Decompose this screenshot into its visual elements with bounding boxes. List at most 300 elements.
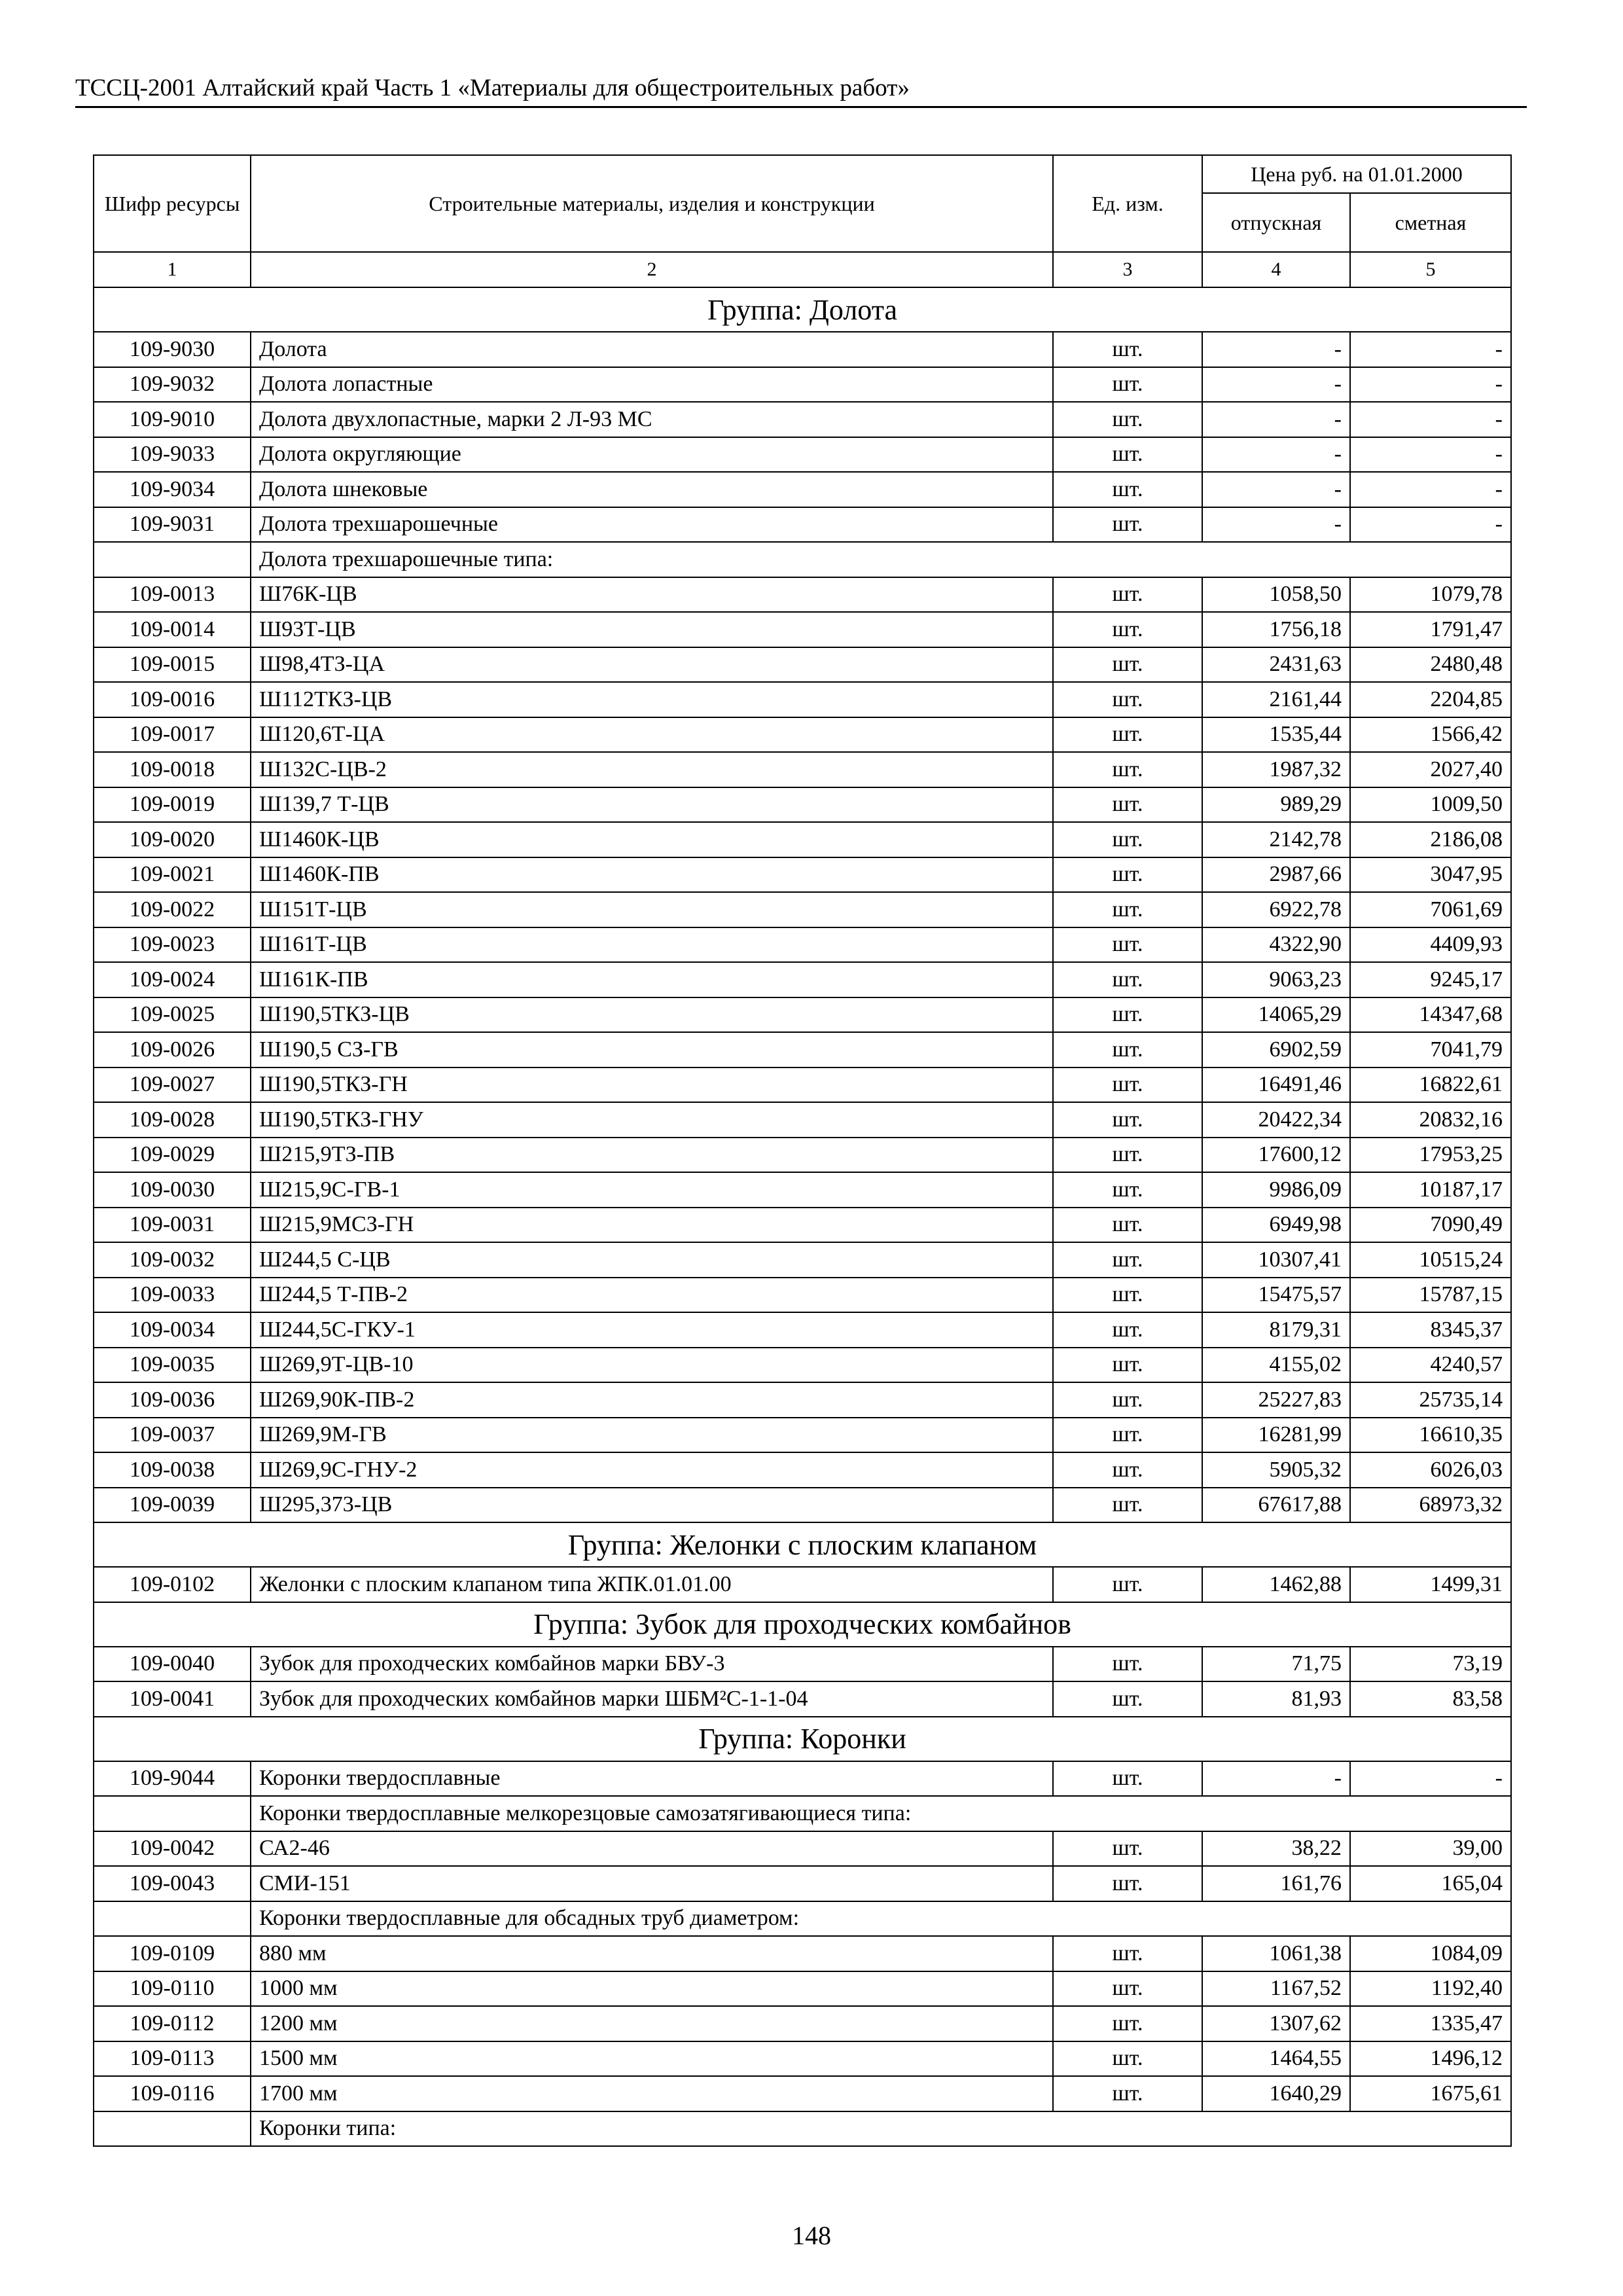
material-name-cell: 1000 мм — [251, 1971, 1053, 2007]
material-name-cell: Ш132С-ЦВ-2 — [251, 752, 1053, 787]
release-price-cell: 67617,88 — [1202, 1488, 1350, 1523]
subheading-text: Долота трехшарошечные типа: — [251, 542, 1511, 577]
table-row — [94, 1242, 1511, 1278]
unit-cell: шт. — [1053, 787, 1202, 823]
resource-code-cell: 109-0040 — [94, 1647, 251, 1682]
release-price-cell: 8179,31 — [1202, 1312, 1350, 1348]
resource-code-cell: 109-0112 — [94, 2006, 251, 2041]
resource-code-cell: 109-0025 — [94, 997, 251, 1033]
resource-code-cell: 109-0034 — [94, 1312, 251, 1348]
estimate-price-cell: 17953,25 — [1350, 1138, 1511, 1173]
resource-code-cell: 109-0015 — [94, 647, 251, 683]
header-release-price: отпускная — [1202, 193, 1350, 252]
table-row — [94, 1567, 1511, 1602]
material-name-cell: Ш120,6Т-ЦА — [251, 717, 1053, 753]
estimate-price-cell: - — [1350, 437, 1511, 473]
resource-code-cell: 109-0019 — [94, 787, 251, 823]
unit-cell: шт. — [1053, 962, 1202, 997]
release-price-cell: 15475,57 — [1202, 1278, 1350, 1313]
subheading-text: Коронки твердосплавные мелкорезцовые самозатягивающиеся типа: — [251, 1796, 1511, 1831]
table-row — [94, 647, 1511, 683]
release-price-cell: 1462,88 — [1202, 1567, 1350, 1602]
subheading-row — [94, 1796, 1511, 1831]
table-row — [94, 1138, 1511, 1173]
release-price-cell: 1640,29 — [1202, 2076, 1350, 2111]
material-name-cell: Ш1460К-ПВ — [251, 857, 1053, 893]
resource-code-cell: 109-0032 — [94, 1242, 251, 1278]
table-row — [94, 682, 1511, 717]
resource-code-cell: 109-0022 — [94, 892, 251, 927]
estimate-price-cell: 8345,37 — [1350, 1312, 1511, 1348]
table-row — [94, 1971, 1511, 2007]
resource-code-cell: 109-9031 — [94, 507, 251, 543]
unit-cell: шт. — [1053, 1866, 1202, 1901]
material-name-cell: Долота — [251, 332, 1053, 367]
table-row — [94, 367, 1511, 403]
table-row — [94, 717, 1511, 753]
table-row — [94, 1348, 1511, 1383]
release-price-cell: 161,76 — [1202, 1866, 1350, 1901]
material-name-cell: Ш244,5 С-ЦВ — [251, 1242, 1053, 1278]
material-name-cell: Долота лопастные — [251, 367, 1053, 403]
material-name-cell: Ш76К-ЦВ — [251, 577, 1053, 613]
unit-cell: шт. — [1053, 1936, 1202, 1971]
material-name-cell: Ш161К-ПВ — [251, 962, 1053, 997]
unit-cell: шт. — [1053, 1647, 1202, 1682]
material-name-cell: Ш295,373-ЦВ — [251, 1488, 1053, 1523]
unit-cell: шт. — [1053, 1242, 1202, 1278]
material-name-cell: Долота округляющие — [251, 437, 1053, 473]
estimate-price-cell: 73,19 — [1350, 1647, 1511, 1682]
estimate-price-cell: 1009,50 — [1350, 787, 1511, 823]
unit-cell: шт. — [1053, 822, 1202, 857]
resource-code-cell: 109-0102 — [94, 1567, 251, 1602]
estimate-price-cell: - — [1350, 367, 1511, 403]
resource-code-cell: 109-9033 — [94, 437, 251, 473]
resource-code-cell: 109-0023 — [94, 927, 251, 963]
estimate-price-cell: 25735,14 — [1350, 1382, 1511, 1418]
resource-code-cell: 109-0037 — [94, 1418, 251, 1453]
release-price-cell: 4322,90 — [1202, 927, 1350, 963]
table-row — [94, 752, 1511, 787]
release-price-cell: 1464,55 — [1202, 2041, 1350, 2077]
resource-code-cell: 109-0038 — [94, 1452, 251, 1488]
column-number: 5 — [1350, 252, 1511, 287]
unit-cell: шт. — [1053, 1831, 1202, 1867]
release-price-cell: 81,93 — [1202, 1681, 1350, 1717]
material-name-cell: Ш139,7 Т-ЦВ — [251, 787, 1053, 823]
resource-code-cell: 109-0014 — [94, 612, 251, 647]
material-name-cell: Ш190,5 СЗ-ГВ — [251, 1032, 1053, 1067]
release-price-cell: - — [1202, 507, 1350, 543]
estimate-price-cell: 9245,17 — [1350, 962, 1511, 997]
unit-cell: шт. — [1053, 1418, 1202, 1453]
empty-code-cell — [94, 542, 251, 577]
material-name-cell: Зубок для проходческих комбайнов марки ШБМ²С-1-1-04 — [251, 1681, 1053, 1717]
page-number: 148 — [792, 2221, 831, 2250]
group-title: Группа: Зубок для проходческих комбайнов — [94, 1602, 1511, 1647]
estimate-price-cell: 3047,95 — [1350, 857, 1511, 893]
material-name-cell: Ш190,5ТКЗ-ЦВ — [251, 997, 1053, 1033]
document-title: ТССЦ-2001 Алтайский край Часть 1 «Материалы для общестроительных работ» — [75, 75, 910, 101]
estimate-price-cell: - — [1350, 402, 1511, 437]
table-row — [94, 507, 1511, 543]
release-price-cell: 38,22 — [1202, 1831, 1350, 1867]
estimate-price-cell: 16610,35 — [1350, 1418, 1511, 1453]
estimate-price-cell: 20832,16 — [1350, 1102, 1511, 1138]
material-name-cell: Зубок для проходческих комбайнов марки БВУ-3 — [251, 1647, 1053, 1682]
estimate-price-cell: - — [1350, 1761, 1511, 1797]
resource-code-cell: 109-0043 — [94, 1866, 251, 1901]
table-row — [94, 822, 1511, 857]
resource-code-cell: 109-9034 — [94, 472, 251, 507]
release-price-cell: 4155,02 — [1202, 1348, 1350, 1383]
material-name-cell: Ш151Т-ЦВ — [251, 892, 1053, 927]
material-name-cell: Ш1460К-ЦВ — [251, 822, 1053, 857]
material-name-cell: Коронки твердосплавные — [251, 1761, 1053, 1797]
table-row — [94, 1172, 1511, 1208]
material-name-cell: Желонки с плоским клапаном типа ЖПК.01.01.00 — [251, 1567, 1053, 1602]
estimate-price-cell: 10187,17 — [1350, 1172, 1511, 1208]
material-name-cell: Ш161Т-ЦВ — [251, 927, 1053, 963]
unit-cell: шт. — [1053, 577, 1202, 613]
unit-cell: шт. — [1053, 1032, 1202, 1067]
estimate-price-cell: 39,00 — [1350, 1831, 1511, 1867]
release-price-cell: 16281,99 — [1202, 1418, 1350, 1453]
release-price-cell: - — [1202, 402, 1350, 437]
release-price-cell: 17600,12 — [1202, 1138, 1350, 1173]
estimate-price-cell: 83,58 — [1350, 1681, 1511, 1717]
unit-cell: шт. — [1053, 1102, 1202, 1138]
material-name-cell: Ш244,5С-ГКУ-1 — [251, 1312, 1053, 1348]
release-price-cell: 9063,23 — [1202, 962, 1350, 997]
resource-code-cell: 109-0021 — [94, 857, 251, 893]
unit-cell: шт. — [1053, 1348, 1202, 1383]
estimate-price-cell: 2186,08 — [1350, 822, 1511, 857]
resource-code-cell: 109-0035 — [94, 1348, 251, 1383]
resource-code-cell: 109-0033 — [94, 1278, 251, 1313]
table-row — [94, 892, 1511, 927]
release-price-cell: - — [1202, 367, 1350, 403]
material-name-cell: 880 мм — [251, 1936, 1053, 1971]
resource-code-cell: 109-0028 — [94, 1102, 251, 1138]
material-name-cell: Ш269,90К-ПВ-2 — [251, 1382, 1053, 1418]
release-price-cell: 20422,34 — [1202, 1102, 1350, 1138]
estimate-price-cell: 7090,49 — [1350, 1208, 1511, 1243]
unit-cell: шт. — [1053, 437, 1202, 473]
material-name-cell: Ш269,9М-ГВ — [251, 1418, 1053, 1453]
resource-code-cell: 109-9044 — [94, 1761, 251, 1797]
table-row — [94, 577, 1511, 613]
empty-code-cell — [94, 1796, 251, 1831]
estimate-price-cell: 2480,48 — [1350, 647, 1511, 683]
release-price-cell: 1058,50 — [1202, 577, 1350, 613]
table-row — [94, 1866, 1511, 1901]
subheading-row — [94, 542, 1511, 577]
resource-code-cell: 109-0041 — [94, 1681, 251, 1717]
resource-code-cell: 109-0024 — [94, 962, 251, 997]
estimate-price-cell: 68973,32 — [1350, 1488, 1511, 1523]
group-header-row — [94, 1602, 1511, 1647]
table-row — [94, 437, 1511, 473]
material-name-cell: СА2-46 — [251, 1831, 1053, 1867]
table-row — [94, 787, 1511, 823]
resource-code-cell: 109-0113 — [94, 2041, 251, 2077]
resource-code-cell: 109-0031 — [94, 1208, 251, 1243]
unit-cell: шт. — [1053, 1312, 1202, 1348]
material-name-cell: Ш112ТКЗ-ЦВ — [251, 682, 1053, 717]
release-price-cell: 9986,09 — [1202, 1172, 1350, 1208]
estimate-price-cell: 2204,85 — [1350, 682, 1511, 717]
unit-cell: шт. — [1053, 717, 1202, 753]
unit-cell: шт. — [1053, 1382, 1202, 1418]
header-price: Цена руб. на 01.01.2000 — [1202, 155, 1511, 193]
release-price-cell: - — [1202, 1761, 1350, 1797]
table-row — [94, 1208, 1511, 1243]
unit-cell: шт. — [1053, 1172, 1202, 1208]
release-price-cell: 1167,52 — [1202, 1971, 1350, 2007]
resource-code-cell: 109-0109 — [94, 1936, 251, 1971]
release-price-cell: 16491,46 — [1202, 1067, 1350, 1103]
estimate-price-cell: 14347,68 — [1350, 997, 1511, 1033]
table-row — [94, 1488, 1511, 1523]
material-name-cell: Ш244,5 Т-ПВ-2 — [251, 1278, 1053, 1313]
unit-cell: шт. — [1053, 857, 1202, 893]
material-name-cell: Долота двухлопастные, марки 2 Л-93 МС — [251, 402, 1053, 437]
resource-code-cell: 109-9032 — [94, 367, 251, 403]
column-number: 1 — [94, 252, 251, 287]
release-price-cell: 2142,78 — [1202, 822, 1350, 857]
material-name-cell: Ш190,5ТКЗ-ГНУ — [251, 1102, 1053, 1138]
subheading-row — [94, 1901, 1511, 1937]
unit-cell: шт. — [1053, 1488, 1202, 1523]
unit-cell: шт. — [1053, 507, 1202, 543]
release-price-cell: - — [1202, 472, 1350, 507]
unit-cell: шт. — [1053, 752, 1202, 787]
material-name-cell: Долота шнековые — [251, 472, 1053, 507]
resource-code-cell: 109-0029 — [94, 1138, 251, 1173]
unit-cell: шт. — [1053, 1208, 1202, 1243]
material-name-cell: Ш215,9С-ГВ-1 — [251, 1172, 1053, 1208]
material-name-cell: Ш215,9МСЗ-ГН — [251, 1208, 1053, 1243]
estimate-price-cell: 2027,40 — [1350, 752, 1511, 787]
material-name-cell: Ш269,9С-ГНУ-2 — [251, 1452, 1053, 1488]
table-row — [94, 1831, 1511, 1867]
table-row — [94, 1936, 1511, 1971]
table-row — [94, 962, 1511, 997]
release-price-cell: 989,29 — [1202, 787, 1350, 823]
estimate-price-cell: 4409,93 — [1350, 927, 1511, 963]
release-price-cell: 6922,78 — [1202, 892, 1350, 927]
table-row — [94, 1382, 1511, 1418]
estimate-price-cell: 7061,69 — [1350, 892, 1511, 927]
material-name-cell: 1200 мм — [251, 2006, 1053, 2041]
resource-code-cell: 109-0030 — [94, 1172, 251, 1208]
table-row — [94, 1761, 1511, 1797]
column-number: 2 — [251, 252, 1053, 287]
header-unit: Ед. изм. — [1053, 155, 1202, 252]
table-row — [94, 472, 1511, 507]
material-name-cell: Ш93Т-ЦВ — [251, 612, 1053, 647]
unit-cell: шт. — [1053, 2006, 1202, 2041]
material-name-cell: Ш190,5ТКЗ-ГН — [251, 1067, 1053, 1103]
resource-code-cell: 109-0116 — [94, 2076, 251, 2111]
estimate-price-cell: 1192,40 — [1350, 1971, 1511, 2007]
table-row — [94, 1278, 1511, 1313]
table-row — [94, 997, 1511, 1033]
material-name-cell: Ш98,4ТЗ-ЦА — [251, 647, 1053, 683]
resource-code-cell: 109-9010 — [94, 402, 251, 437]
resource-code-cell: 109-0036 — [94, 1382, 251, 1418]
unit-cell: шт. — [1053, 997, 1202, 1033]
release-price-cell: 1307,62 — [1202, 2006, 1350, 2041]
resource-code-cell: 109-0013 — [94, 577, 251, 613]
resource-code-cell: 109-0018 — [94, 752, 251, 787]
resource-code-cell: 109-0042 — [94, 1831, 251, 1867]
release-price-cell: 14065,29 — [1202, 997, 1350, 1033]
unit-cell: шт. — [1053, 647, 1202, 683]
release-price-cell: 1756,18 — [1202, 612, 1350, 647]
table-row — [94, 612, 1511, 647]
table-row — [94, 332, 1511, 367]
unit-cell: шт. — [1053, 472, 1202, 507]
unit-cell: шт. — [1053, 2076, 1202, 2111]
resource-code-cell: 109-9030 — [94, 332, 251, 367]
estimate-price-cell: - — [1350, 332, 1511, 367]
material-name-cell: СМИ-151 — [251, 1866, 1053, 1901]
group-header-row — [94, 287, 1511, 332]
empty-code-cell — [94, 2111, 251, 2147]
unit-cell: шт. — [1053, 1567, 1202, 1602]
unit-cell: шт. — [1053, 682, 1202, 717]
resource-code-cell: 109-0016 — [94, 682, 251, 717]
release-price-cell: 2431,63 — [1202, 647, 1350, 683]
header-estimate-price: сметная — [1350, 193, 1511, 252]
table-row — [94, 1312, 1511, 1348]
group-header-row — [94, 1717, 1511, 1761]
table-row — [94, 1681, 1511, 1717]
table-row — [94, 2076, 1511, 2111]
table-row — [94, 857, 1511, 893]
estimate-price-cell: 1675,61 — [1350, 2076, 1511, 2111]
table-row — [94, 402, 1511, 437]
release-price-cell: 6949,98 — [1202, 1208, 1350, 1243]
table-row — [94, 927, 1511, 963]
material-name-cell: Ш215,9ТЗ-ПВ — [251, 1138, 1053, 1173]
estimate-price-cell: 15787,15 — [1350, 1278, 1511, 1313]
release-price-cell: 71,75 — [1202, 1647, 1350, 1682]
table-row — [94, 1418, 1511, 1453]
column-number: 4 — [1202, 252, 1350, 287]
estimate-price-cell: - — [1350, 472, 1511, 507]
resource-code-cell: 109-0017 — [94, 717, 251, 753]
subheading-text: Коронки типа: — [251, 2111, 1511, 2147]
table-row — [94, 1067, 1511, 1103]
material-name-cell: Ш269,9Т-ЦВ-10 — [251, 1348, 1053, 1383]
unit-cell: шт. — [1053, 892, 1202, 927]
empty-code-cell — [94, 1901, 251, 1937]
release-price-cell: 10307,41 — [1202, 1242, 1350, 1278]
header-name: Строительные материалы, изделия и конструкции — [251, 155, 1053, 252]
page-header — [75, 73, 1527, 108]
unit-cell: шт. — [1053, 1067, 1202, 1103]
estimate-price-cell: 7041,79 — [1350, 1032, 1511, 1067]
table-row — [94, 2006, 1511, 2041]
release-price-cell: 2161,44 — [1202, 682, 1350, 717]
release-price-cell: 5905,32 — [1202, 1452, 1350, 1488]
estimate-price-cell: 1079,78 — [1350, 577, 1511, 613]
estimate-price-cell: 165,04 — [1350, 1866, 1511, 1901]
unit-cell: шт. — [1053, 367, 1202, 403]
table-row — [94, 1032, 1511, 1067]
release-price-cell: - — [1202, 332, 1350, 367]
release-price-cell: 25227,83 — [1202, 1382, 1350, 1418]
table-body — [94, 287, 1511, 2146]
table-row — [94, 1452, 1511, 1488]
resource-code-cell: 109-0026 — [94, 1032, 251, 1067]
unit-cell: шт. — [1053, 332, 1202, 367]
estimate-price-cell: 1791,47 — [1350, 612, 1511, 647]
resource-code-cell: 109-0020 — [94, 822, 251, 857]
group-title: Группа: Коронки — [94, 1717, 1511, 1761]
release-price-cell: 2987,66 — [1202, 857, 1350, 893]
unit-cell: шт. — [1053, 1971, 1202, 2007]
estimate-price-cell: 6026,03 — [1350, 1452, 1511, 1488]
release-price-cell: 1061,38 — [1202, 1936, 1350, 1971]
unit-cell: шт. — [1053, 1138, 1202, 1173]
resource-code-cell: 109-0027 — [94, 1067, 251, 1103]
unit-cell: шт. — [1053, 1452, 1202, 1488]
estimate-price-cell: 1084,09 — [1350, 1936, 1511, 1971]
unit-cell: шт. — [1053, 927, 1202, 963]
estimate-price-cell: 10515,24 — [1350, 1242, 1511, 1278]
estimate-price-cell: 16822,61 — [1350, 1067, 1511, 1103]
release-price-cell: 1535,44 — [1202, 717, 1350, 753]
estimate-price-cell: - — [1350, 507, 1511, 543]
header-code: Шифр ресурсы — [94, 155, 251, 252]
estimate-price-cell: 1566,42 — [1350, 717, 1511, 753]
table-row — [94, 2041, 1511, 2077]
material-name-cell: 1700 мм — [251, 2076, 1053, 2111]
material-name-cell: 1500 мм — [251, 2041, 1053, 2077]
subheading-text: Коронки твердосплавные для обсадных труб диаметром: — [251, 1901, 1511, 1937]
price-table — [93, 154, 1512, 2147]
unit-cell: шт. — [1053, 2041, 1202, 2077]
estimate-price-cell: 1499,31 — [1350, 1567, 1511, 1602]
unit-cell: шт. — [1053, 1761, 1202, 1797]
subheading-row — [94, 2111, 1511, 2147]
unit-cell: шт. — [1053, 1278, 1202, 1313]
table-row — [94, 1647, 1511, 1682]
unit-cell: шт. — [1053, 612, 1202, 647]
estimate-price-cell: 4240,57 — [1350, 1348, 1511, 1383]
release-price-cell: 1987,32 — [1202, 752, 1350, 787]
estimate-price-cell: 1496,12 — [1350, 2041, 1511, 2077]
release-price-cell: - — [1202, 437, 1350, 473]
group-title: Группа: Желонки с плоским клапаном — [94, 1522, 1511, 1567]
group-header-row — [94, 1522, 1511, 1567]
release-price-cell: 6902,59 — [1202, 1032, 1350, 1067]
table-row — [94, 1102, 1511, 1138]
group-title: Группа: Долота — [94, 287, 1511, 332]
resource-code-cell: 109-0110 — [94, 1971, 251, 2007]
unit-cell: шт. — [1053, 1681, 1202, 1717]
resource-code-cell: 109-0039 — [94, 1488, 251, 1523]
estimate-price-cell: 1335,47 — [1350, 2006, 1511, 2041]
material-name-cell: Долота трехшарошечные — [251, 507, 1053, 543]
unit-cell: шт. — [1053, 402, 1202, 437]
column-number: 3 — [1053, 252, 1202, 287]
